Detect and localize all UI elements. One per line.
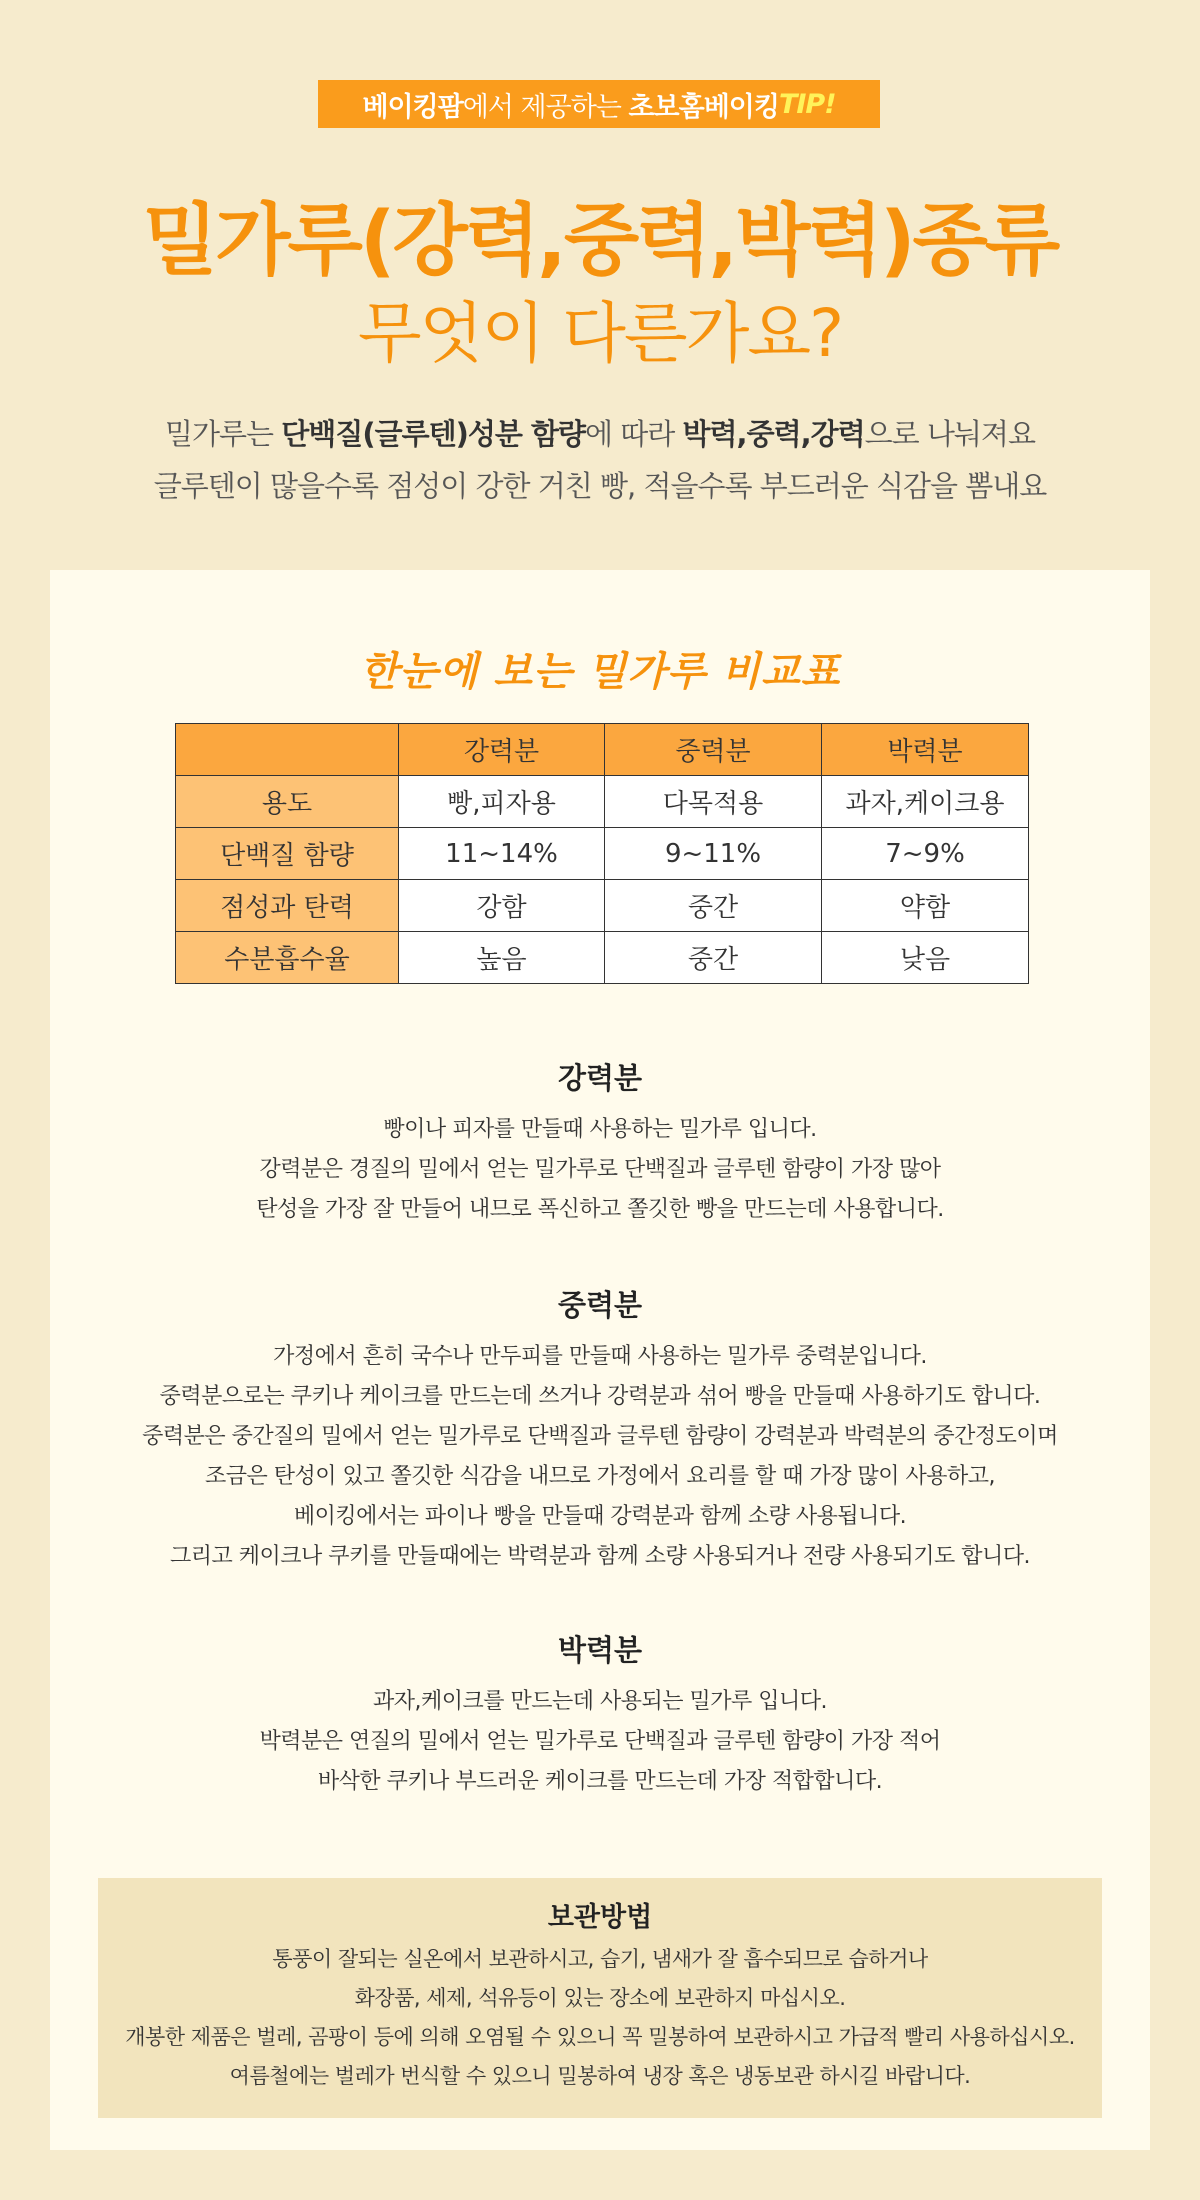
section-medium-flour xyxy=(50,1285,1150,1577)
section-body xyxy=(50,1337,1150,1577)
table-row-label: 용도 xyxy=(176,776,399,828)
banner-brand: 베이킹팜 xyxy=(362,91,463,123)
storage-line: 여름철에는 벌레가 번식할 수 있으니 밀봉하여 냉장 혹은 냉동보관 하시길 바랍니다. xyxy=(229,2064,971,2088)
section-line: 탄성을 가장 잘 만들어 내므로 폭신하고 쫄깃한 빵을 만드는데 사용합니다. xyxy=(256,1197,944,1222)
headline-subtitle: 무엇이 다른가요? xyxy=(357,295,843,372)
section-title: 박력분 xyxy=(557,1633,643,1667)
table-row-label: 단백질 함량 xyxy=(176,828,399,880)
storage-title: 보관방법 xyxy=(547,1902,653,1933)
table-cell: 약함 xyxy=(822,880,1029,932)
storage-line: 통풍이 잘되는 실온에서 보관하시고, 습기, 냄새가 잘 흡수되므로 습하거나 xyxy=(272,1947,928,1971)
section-line: 중력분으로는 쿠키나 케이크를 만드는데 쓰거나 강력분과 섞어 빵을 만들때 사용하기도 합니다. xyxy=(159,1384,1041,1409)
table-row-label: 수분흡수율 xyxy=(176,932,399,984)
intro-text-part: 으로 나눠져요 xyxy=(864,417,1035,451)
section-line: 바삭한 쿠키나 부드러운 케이크를 만드는데 가장 적합합니다. xyxy=(317,1769,883,1794)
banner-middle-text: 에서 제공하는 xyxy=(462,91,629,123)
headline-title: 밀가루(강력,중력,박력)종류 xyxy=(142,196,1058,286)
section-line: 조금은 탄성이 있고 쫄깃한 식감을 내므로 가정에서 요리를 할 때 가장 많이 사용하고, xyxy=(205,1464,995,1489)
section-line: 박력분은 연질의 밀에서 얻는 밀가루로 단백질과 글루텐 함량이 가장 적어 xyxy=(259,1729,941,1754)
table-cell: 다목적용 xyxy=(605,776,822,828)
section-line: 베이킹에서는 파이나 빵을 만들때 강력분과 함께 소량 사용됩니다. xyxy=(293,1504,907,1529)
section-line: 중력분은 중간질의 밀에서 얻는 밀가루로 단백질과 글루텐 함량이 강력분과 박력분의 중간정도이며 xyxy=(142,1424,1058,1449)
banner-tip: TIP! xyxy=(778,88,836,120)
banner-highlight: 초보홈베이킹 xyxy=(628,91,779,123)
table-cell: 빵,피자용 xyxy=(399,776,605,828)
table-cell: 높음 xyxy=(399,932,605,984)
table-header-cell xyxy=(176,724,399,776)
storage-line: 화장품, 세제, 석유등이 있는 장소에 보관하지 마십시오. xyxy=(354,1986,846,2010)
table-header-cell: 중력분 xyxy=(605,724,822,776)
content-card xyxy=(50,570,1150,2150)
intro-bold-gluten: 단백질(글루텐)성분 함량 xyxy=(281,417,586,451)
storage-line: 개봉한 제품은 벌레, 곰팡이 등에 의해 오염될 수 있으니 꼭 밀봉하여 보관하시고 가급적 빨리 사용하십시오. xyxy=(125,2025,1075,2049)
section-strong-flour xyxy=(50,1058,1150,1230)
table-row xyxy=(176,932,1029,984)
table-cell: 낮음 xyxy=(822,932,1029,984)
intro-text-part: 에 따라 xyxy=(585,417,683,451)
section-weak-flour xyxy=(50,1630,1150,1802)
table-cell: 중간 xyxy=(605,932,822,984)
comparison-table xyxy=(175,723,1029,984)
table-cell: 과자,케이크용 xyxy=(822,776,1029,828)
table-row xyxy=(176,828,1029,880)
section-title: 중력분 xyxy=(557,1288,643,1322)
table-cell: 11~14% xyxy=(399,828,605,880)
section-body xyxy=(50,1682,1150,1802)
section-line: 그리고 케이크나 쿠키를 만들때에는 박력분과 함께 소량 사용되거나 전량 사용되기도 합니다. xyxy=(169,1544,1030,1569)
table-title: 한눈에 보는 밀가루 비교표 xyxy=(359,648,841,695)
table-header-row xyxy=(176,724,1029,776)
storage-box xyxy=(98,1878,1102,2118)
table-header-cell: 박력분 xyxy=(822,724,1029,776)
storage-body xyxy=(98,1940,1102,2096)
intro-line-1 xyxy=(0,408,1200,460)
intro-text-part: 밀가루는 xyxy=(165,417,282,451)
section-title: 강력분 xyxy=(557,1061,643,1095)
table-row-label: 점성과 탄력 xyxy=(176,880,399,932)
intro-line-2: 글루텐이 많을수록 점성이 강한 거친 빵, 적을수록 부드러운 식감을 뽐내요 xyxy=(153,469,1047,503)
intro-bold-types: 박력,중력,강력 xyxy=(682,417,865,451)
table-row xyxy=(176,880,1029,932)
intro-text xyxy=(0,408,1200,512)
section-body xyxy=(50,1110,1150,1230)
table-cell: 9~11% xyxy=(605,828,822,880)
table-cell: 강함 xyxy=(399,880,605,932)
section-line: 과자,케이크를 만드는데 사용되는 밀가루 입니다. xyxy=(372,1689,827,1714)
table-cell: 7~9% xyxy=(822,828,1029,880)
section-line: 강력분은 경질의 밀에서 얻는 밀가루로 단백질과 글루텐 함량이 가장 많아 xyxy=(259,1157,941,1182)
section-line: 가정에서 흔히 국수나 만두피를 만들때 사용하는 밀가루 중력분입니다. xyxy=(273,1344,927,1369)
table-header-cell: 강력분 xyxy=(399,724,605,776)
table-row xyxy=(176,776,1029,828)
table-cell: 중간 xyxy=(605,880,822,932)
tip-banner xyxy=(318,80,880,128)
section-line: 빵이나 피자를 만들때 사용하는 밀가루 입니다. xyxy=(383,1117,817,1142)
